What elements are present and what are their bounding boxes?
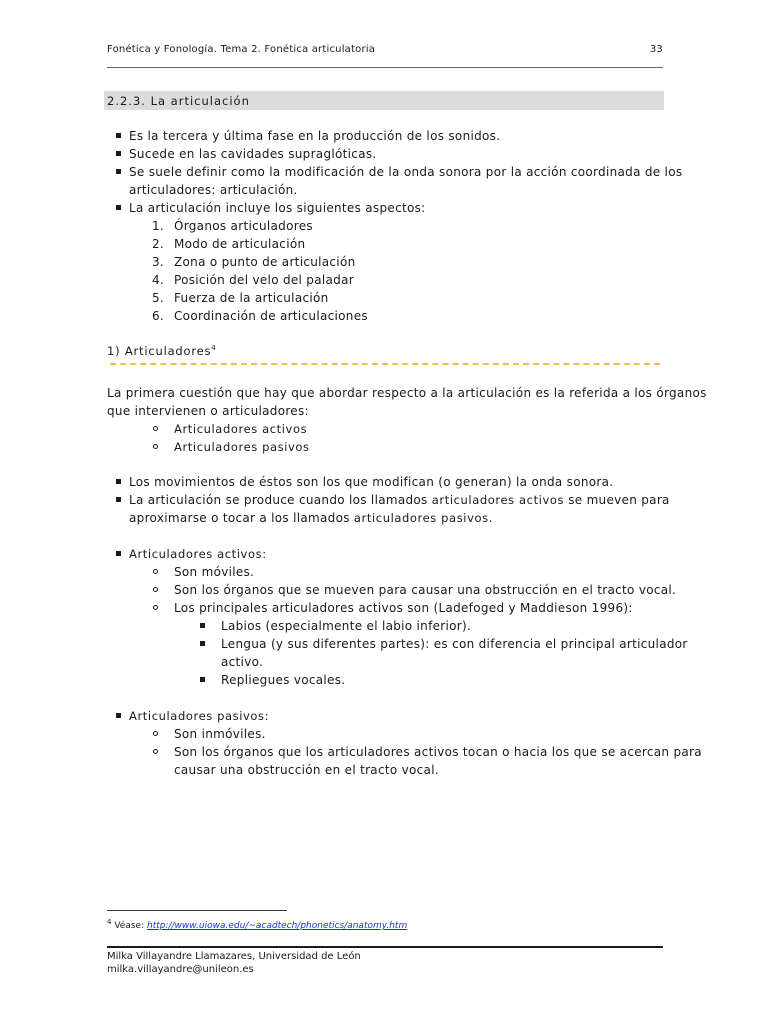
term-articuladores-pasivos: articuladores pasivos: [353, 511, 489, 525]
bullet-icon: [116, 169, 121, 174]
circle-bullet-icon: [153, 731, 158, 736]
running-header: [107, 44, 663, 55]
passive-title: Articuladores pasivos:: [129, 709, 270, 723]
passive-item-1: Son inmóviles.: [174, 727, 266, 741]
circle-bullet-icon: [153, 605, 158, 610]
footnote: [107, 918, 407, 931]
footer-rule: [107, 946, 663, 948]
intro-bullet-3-cont: articuladores: articulación.: [129, 183, 298, 197]
paragraph-line-1: La primera cuestión que hay que abordar respecto a la articulación es la referida a los órganos: [107, 386, 707, 400]
circle-bullet-icon: [153, 426, 158, 431]
term-articuladores-activos: articuladores activos: [431, 493, 565, 507]
section-heading-bar: [104, 91, 664, 110]
active-item-3: Los principales articuladores activos son (Ladefoged y Maddieson 1996):: [174, 601, 633, 615]
active-example-2: Lengua (y sus diferentes partes): es con diferencia el principal articulador: [221, 637, 688, 651]
bullet-icon: [116, 713, 121, 718]
bullet-icon: [116, 133, 121, 138]
active-example-2-cont: activo.: [221, 655, 264, 669]
footnote-link[interactable]: http://www.uiowa.edu/~acadtech/phonetics/anatomy.htm: [146, 921, 408, 931]
passive-item-2: Son los órganos que los articuladores activos tocan o hacia los que se acercan para: [174, 745, 702, 759]
aspect-number: 2.: [152, 237, 165, 251]
type-passive: Articuladores pasivos: [174, 440, 310, 454]
aspect-text: Órganos articuladores: [174, 219, 313, 233]
bullet-icon: [200, 641, 205, 646]
paragraph-line-2: que intervienen o articuladores:: [107, 404, 309, 418]
movement-bullet-2: [129, 491, 670, 509]
bullet-icon: [116, 497, 121, 502]
movement-text: aproximarse o tocar a los llamados: [129, 511, 354, 525]
intro-bullet-2: Sucede en las cavidades supraglóticas.: [129, 147, 377, 161]
circle-bullet-icon: [153, 444, 158, 449]
active-item-2: Son los órganos que se mueven para causar una obstrucción en el tracto vocal.: [174, 583, 677, 597]
active-example-1: Labios (especialmente el labio inferior).: [221, 619, 472, 633]
movement-bullet-1: Los movimientos de éstos son los que modifican (o generan) la onda sonora.: [129, 475, 614, 489]
footnote-label: Véase:: [114, 921, 147, 931]
active-item-1: Son móviles.: [174, 565, 255, 579]
movement-text: .: [488, 511, 493, 525]
circle-bullet-icon: [153, 569, 158, 574]
movement-text: se mueven para: [564, 493, 670, 507]
bullet-icon: [116, 151, 121, 156]
aspect-number: 3.: [152, 255, 165, 269]
aspect-text: Zona o punto de articulación: [174, 255, 356, 269]
aspect-number: 1.: [152, 219, 165, 233]
circle-bullet-icon: [153, 587, 158, 592]
aspect-text: Modo de articulación: [174, 237, 306, 251]
intro-bullet-1: Es la tercera y última fase en la producción de los sonidos.: [129, 129, 501, 143]
circle-bullet-icon: [153, 749, 158, 754]
bullet-icon: [200, 677, 205, 682]
active-title: Articuladores activos:: [129, 547, 267, 561]
aspect-number: 4.: [152, 273, 165, 287]
passive-item-2-cont: causar una obstrucción en el tracto vocal.: [174, 763, 439, 777]
type-active: Articuladores activos: [174, 422, 308, 436]
section-title: 2.2.3. La articulación: [107, 94, 250, 108]
footer-email: milka.villayandre@unileon.es: [107, 964, 254, 975]
header-rule: [107, 67, 663, 68]
intro-bullet-3: Se suele definir como la modificación de la onda sonora por la acción coordinada de los: [129, 165, 683, 179]
aspect-number: 6.: [152, 309, 165, 323]
page-number: 33: [649, 44, 663, 55]
intro-bullet-4: La articulación incluye los siguientes aspectos:: [129, 201, 426, 215]
aspect-text: Posición del velo del paladar: [174, 273, 354, 287]
active-example-3: Repliegues vocales.: [221, 673, 346, 687]
subsection-title: [107, 344, 217, 358]
bullet-icon: [116, 479, 121, 484]
dashed-divider: [110, 363, 660, 365]
movement-bullet-2-cont: [129, 509, 493, 527]
footnote-ref: 4: [211, 344, 217, 353]
footer-author: Milka Villayandre Llamazares, Universidad de León: [107, 951, 361, 962]
aspect-text: Coordinación de articulaciones: [174, 309, 368, 323]
aspect-number: 5.: [152, 291, 165, 305]
header-title: Fonética y Fonología. Tema 2. Fonética articulatoria: [107, 44, 376, 55]
subsection-title-text: 1) Articuladores: [107, 344, 212, 358]
bullet-icon: [116, 205, 121, 210]
footnote-number: 4: [107, 918, 112, 926]
bullet-icon: [116, 551, 121, 556]
footnote-rule: [107, 910, 287, 911]
movement-text: La articulación se produce cuando los llamados: [129, 493, 432, 507]
bullet-icon: [200, 623, 205, 628]
aspect-text: Fuerza de la articulación: [174, 291, 329, 305]
